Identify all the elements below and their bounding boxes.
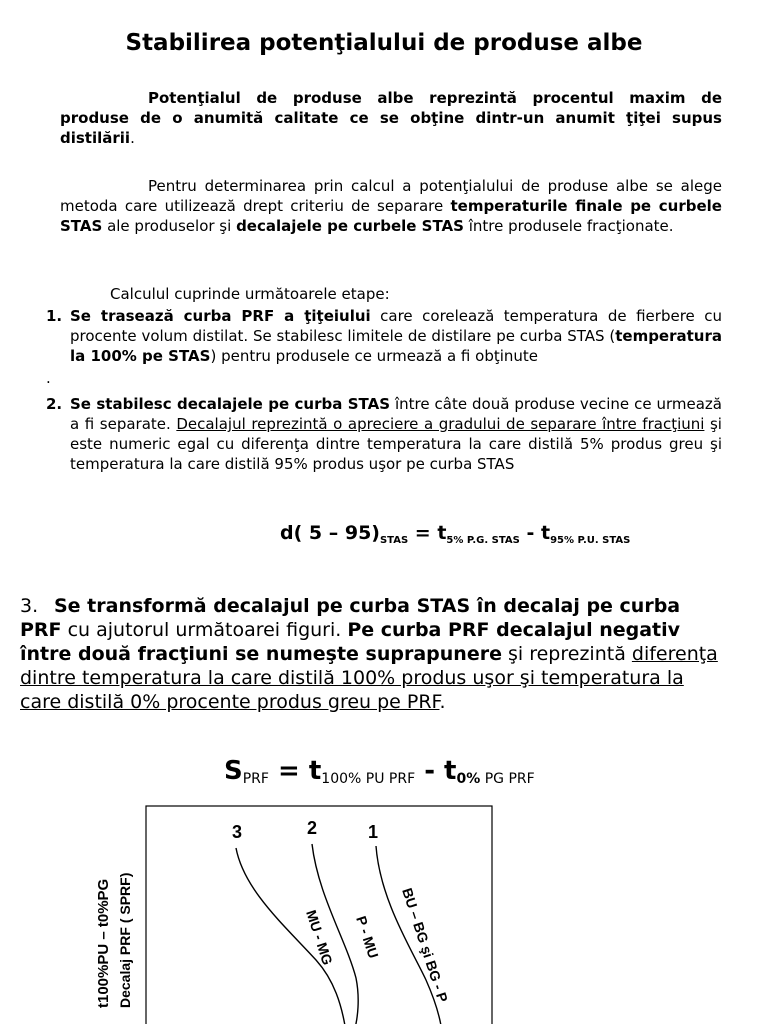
steps-intro-text: Calculul cuprinde următoarele etape:: [110, 285, 390, 303]
step-3-text-2: şi reprezintă: [501, 643, 632, 665]
intro-1-text: Potenţialul de produse albe reprezintă procentul maxim de produse de o anumită calitate ce se obţine dintr-un anumit ţiţei supus distilării: [60, 89, 722, 147]
formula1-t2-sub: 95% P.U. STAS: [550, 535, 631, 546]
step-3-text-1: cu ajutorul următoarei figuri.: [61, 619, 348, 641]
step-2-text-1: între câte două produse vecine ce urmează a fi separate.: [70, 395, 722, 433]
step-1-number: 1.: [46, 307, 63, 325]
decalaj-prf-figure: [84, 800, 504, 1024]
step-2-underlined: Decalajul reprezintă o apreciere a gradului de separare între fracţiuni: [176, 415, 705, 433]
page-title: Stabilirea potenţialului de produse albe: [125, 30, 643, 56]
step-3-text-3: .: [439, 691, 446, 713]
intro-paragraph-2: [60, 176, 722, 236]
formula2-minus: - t: [415, 756, 457, 786]
curve-1-id: 1: [368, 822, 379, 842]
step-2: [46, 394, 722, 474]
formula2-s: S: [224, 756, 243, 786]
formula1-lhs-sub: STAS: [379, 535, 409, 546]
curve-2-id: 2: [307, 818, 318, 838]
step-1-bold-2: temperatura la 100% pe STAS: [70, 327, 722, 365]
step-1-heading: Se trasează curba PRF a ţiţeiului: [70, 307, 371, 325]
step-2-heading: Se stabilesc decalajele pe curba STAS: [70, 395, 391, 413]
formula1-t1-sub: 5% P.G. STAS: [446, 535, 520, 546]
formula2-t2-sub-bold: 0%: [456, 771, 481, 787]
step-3: [20, 594, 720, 714]
intro-2-bold-2: decalajele pe curbele STAS: [236, 217, 464, 235]
formula2-s-sub: PRF: [242, 771, 269, 787]
step-1-text-1: care corelează temperatura de fierbere cu procente volum distilat. Se stabilesc limitele de distilare pe curba STAS (: [70, 307, 723, 345]
step-3-bold-2: Pe curba PRF decalajul negativ între două fracţiuni se numeşte suprapunere: [20, 619, 681, 665]
step-1: [46, 306, 722, 366]
curve-3-label: MU - MG: [303, 907, 336, 967]
formula-decalaj-stas: [280, 522, 630, 546]
formula2-t1-sub: 100% PU PRF: [321, 771, 416, 787]
intro-2-text-3: între produsele fracţionate.: [463, 217, 674, 235]
formula-suprapunere-prf: [224, 756, 535, 787]
curve-3-id: 3: [232, 822, 243, 842]
formula1-minus: - t: [519, 522, 551, 544]
step-3-underlined: diferenţa dintre temperatura la care distilă 100% produs uşor şi temperatura la care distilă 0% procente produs greu pe PRF: [20, 643, 718, 713]
ylabel-line-2: Decalaj PRF ( SPRF): [117, 872, 133, 1008]
curve-1-label: BU – BG şi BG - P: [399, 885, 452, 1005]
curve-1: [376, 846, 442, 1024]
intro-2-bold-1: temperaturile finale pe curbele STAS: [60, 197, 722, 235]
figure-ylabel-2: [117, 873, 133, 1008]
intro-paragraph-1: [60, 88, 722, 148]
ylabel-line-1: t100%PU – t0%PG: [95, 878, 112, 1008]
formula1-lhs: d( 5 – 95): [280, 522, 380, 544]
intro-1-end: .: [130, 129, 135, 147]
intro-2-text-1: Pentru determinarea prin calcul a potenţialului de produse albe se alege metoda care utilizează drept criteriu de separare: [60, 177, 722, 215]
formula2-t2-sub: PG PRF: [480, 771, 535, 787]
steps-intro: [60, 284, 722, 304]
intro-2-text-2: ale produselor şi: [102, 217, 237, 235]
step-1-text-2: ) pentru produsele ce urmează a fi obţinute: [210, 347, 539, 365]
step-2-text-2: şi este numeric egal cu diferenţa dintre temperatura la care distilă 5% produs greu şi temperatura la care distilă 95% produs uşor pe curba STAS: [70, 415, 722, 473]
step-3-number: 3.: [20, 595, 39, 617]
formula2-eq: = t: [268, 756, 322, 786]
stray-period: .: [46, 369, 51, 387]
figure-ylabel: [95, 879, 112, 1008]
formula1-eq: = t: [408, 522, 447, 544]
step-3-heading: Se transformă decalajul pe curba STAS în decalaj pe curba PRF: [20, 595, 681, 641]
curve-2-label: P - MU: [353, 913, 382, 961]
curve-3: [236, 848, 346, 1024]
step-2-number: 2.: [46, 395, 63, 413]
